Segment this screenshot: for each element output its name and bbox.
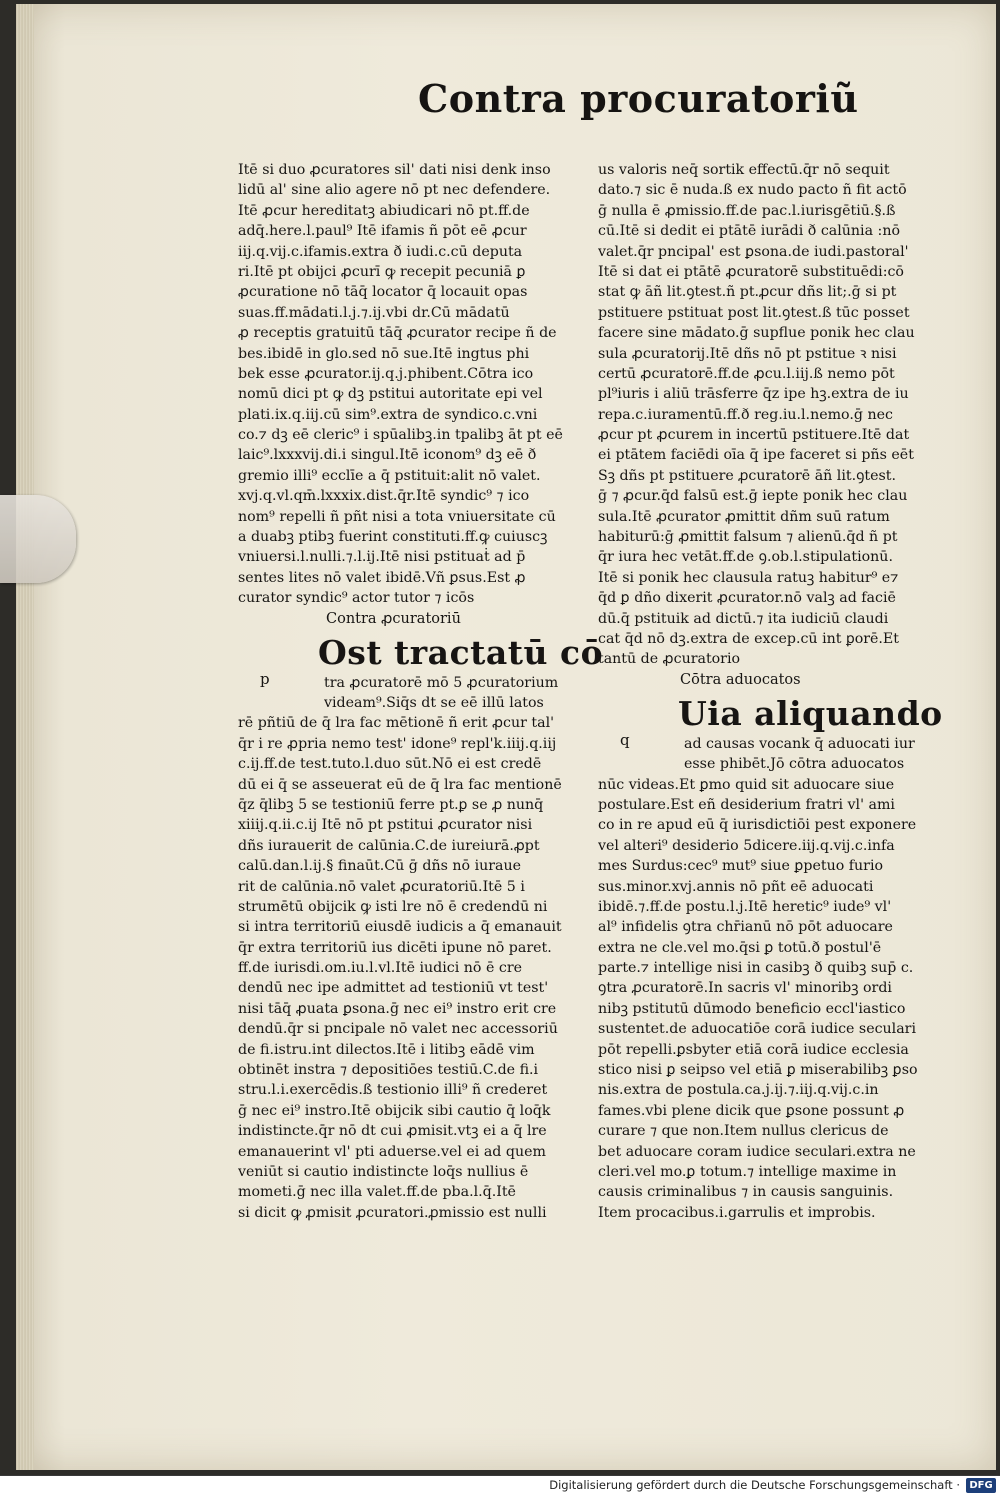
text-line: bes.ibidē in glo.sed nō sue.Itē ingtus phi	[238, 345, 530, 362]
footer-credit: Digitalisierung gefördert durch die Deutsche Forschungsgemeinschaft ·	[549, 1478, 960, 1492]
text-line: q̄d ꝑ dño dixerit ꝓcurator.nō valꝫ ad faciē	[598, 590, 896, 607]
text-line: ḡ ⁊ ꝓcur.q̄d falsū est.ḡ iepte ponik hec clau	[598, 488, 908, 505]
text-line: ff.de iurisdi.om.iu.l.vl.Itē iudici nō ē cre	[238, 960, 522, 977]
text-line: Item procacibus.i.garrulis et improbis.	[598, 1204, 876, 1221]
text-line: dendū nec ipe admittet ad testioniū vt test'	[238, 980, 549, 997]
text-line: q̄r i re ꝓpria nemo test' idone⁹ repl'k.iiij.q.iij	[238, 735, 557, 752]
text-line: valet.q̄r pncipal' est ꝑsona.de iudi.pastoral'	[598, 243, 909, 260]
left-column	[238, 160, 604, 1223]
text-line: mes Surdus:cec⁹ mut⁹ siue ꝑpetuo furio	[598, 858, 884, 875]
text-line: Itē si ponik hec clausula ratuꝫ habitur⁹ e⁊	[598, 569, 899, 586]
text-line: nūc videas.Et ꝑmo quid sit aduocare siue	[598, 776, 895, 793]
text-line: facere sine mādato.ḡ supflue ponik hec clau	[598, 325, 915, 342]
text-line: mometi.ḡ nec illa valet.ff.de pba.l.q̄.Itē	[238, 1184, 516, 1201]
text-line: Itē si duo ꝓcuratores sil' dati nisi denk inso	[238, 162, 551, 178]
text-line: c.ij.ff.de test.tuto.l.duo sūt.Nō ei est credē	[238, 756, 542, 773]
paper-clip	[0, 495, 76, 583]
right-initial-title: Uia aliquando	[678, 693, 943, 733]
text-line: bek esse ꝓcurator.ij.q.j.phibent.Cōtra ico	[238, 365, 534, 382]
text-line: ꝓcur pt ꝓcurem in incertū pstituere.Itē dat	[598, 427, 910, 444]
text-line: ri.Itē pt obijci ꝓcurī ꝙ recepit pecuniā ꝑ	[238, 263, 526, 280]
text-line: xvj.q.vl.qm̄.lxxxix.dist.q̄r.Itē syndic⁹ ⁊ ico	[238, 488, 530, 505]
text-line: q̄r iura hec vetāt.ff.de ꝯ.ob.l.stipulationū.	[598, 549, 893, 566]
text-line: dū ei q̄ se asseuerat eū de q̄ lra fac mentionē	[238, 776, 562, 793]
text-line: emanauerint vl' pti aduerse.vel ei ad quem	[238, 1143, 546, 1160]
text-line: xiiij.q.ii.c.ij Itē nō pt pstitui ꝓcurator nisi	[238, 817, 533, 834]
text-line: sula ꝓcuratorij.Itē dñs nō pt pstitue ꝛ nisi	[598, 345, 897, 362]
text-line: certū ꝓcuratorē.ff.de ꝓcu.l.iij.ß nemo pōt	[598, 365, 895, 382]
text-line: dato.⁊ sic ē nuda.ß ex nudo pacto ñ fit actō	[598, 182, 907, 199]
text-line: Itē si dat ei ptātē ꝓcuratorē substituēdi:cō	[598, 263, 904, 280]
text-line: cleri.vel mo.ꝑ totum.⁊ intellige maxime in	[598, 1163, 897, 1180]
text-line: sustentet.de aduocatiōe corā iudice seculari	[598, 1021, 916, 1038]
text-line: bet aduocare coram iudice seculari.extra ne	[598, 1143, 916, 1160]
text-line: sentes lites nō valet ibidē.Vñ ꝑsus.Est ꝓ	[238, 569, 526, 586]
left-section-heading: Contra ꝓcuratoriū	[326, 610, 461, 627]
text-line: repa.c.iuramentū.ff.ð reg.iu.l.nemo.ḡ nec	[598, 406, 893, 423]
left-initial-title: Ost tractatū cō	[318, 632, 604, 672]
text-line: ibidē.⁊.ff.de postu.l.j.Itē heretic⁹ iude⁹ vl'	[598, 898, 892, 915]
text-line: calū.dan.l.ij.§ finaūt.Cū ḡ dñs nō iuraue	[238, 858, 522, 875]
text-line: indistincte.q̄r nō dt cui ꝓmisit.vtꝫ ei a q̄ lre	[238, 1123, 547, 1140]
text-line: Itē ꝓcur hereditatꝫ abiudicari nō pt.ff.de	[238, 202, 530, 219]
right-initial-block	[598, 692, 943, 756]
text-line: co.⁊ dꝫ eē cleric⁹ i spūalibꝫ.in tpalibꝫ āt pt eē	[238, 427, 563, 444]
text-line: ꝓ receptis gratuitū tāq̄ ꝓcurator recipe ñ de	[238, 325, 557, 342]
left-initial-block	[238, 631, 604, 695]
text-line: si dicit ꝙ ꝓmisit ꝓcuratori.ꝓmissio est nulli	[238, 1204, 547, 1221]
page-stack-edge	[16, 4, 34, 1470]
text-line: sula.Itē ꝓcurator ꝓmittit dñm suū ratum	[598, 508, 890, 525]
text-line: ḡ nulla ē ꝓmissio.ff.de pac.l.iurisgētiū.§.ß	[598, 202, 896, 219]
text-line: videam⁹.Siq̄s dt se eē illū latos	[324, 694, 544, 711]
text-line: causis criminalibus ⁊ in causis sanguinis.	[598, 1184, 894, 1201]
text-line: plati.ix.q.iij.cū sim⁹.extra de syndico.c.vni	[238, 406, 538, 423]
text-line: pōt repelli.ꝑsbyter etiā corā iudice ecclesia	[598, 1041, 909, 1058]
text-line: nomū dici pt ꝙ dꝫ pstitui autoritate epi vel	[238, 386, 543, 403]
dfg-logo: DFG	[966, 1478, 996, 1493]
left-guide-letter: p	[260, 669, 270, 688]
right-section-heading: Cōtra aduocatos	[680, 671, 801, 688]
text-line: curator syndic⁹ actor tutor ⁊ icōs	[238, 590, 475, 607]
text-line: suas.ff.mādati.l.j.⁊.ij.vbi dr.Cū mādatū	[238, 304, 510, 321]
text-line: a duabꝫ ptibꝫ fuerint constituti.ff.ꝙ cuiuscꝫ	[238, 529, 548, 546]
text-line: q̄z q̄libꝫ 5 se testioniū ferre pt.ꝑ se ꝓ nunq̄	[238, 796, 544, 813]
running-head: Contra procuratoriũ	[418, 76, 859, 121]
text-line: adq̄.here.l.paul⁹ Itē ifamis ñ pōt eē ꝓcur	[238, 223, 527, 240]
text-line: pl⁹iuris i aliū trāsferre q̄z ipe hꝫ.extra de iu	[598, 386, 909, 403]
text-line: tra ꝓcuratorē mō 5 ꝓcuratorium	[324, 674, 559, 691]
text-line: lidū al' sine alio agere nō pt nec defendere.	[238, 182, 551, 199]
text-line: ꝓcuratione nō tāq̄ locator q̄ locauit opas	[238, 284, 528, 301]
text-line: nom⁹ repelli ñ pñt nisi a tota vniuersitate cū	[238, 508, 556, 525]
text-line: habiturū:ḡ ꝓmittit falsum ⁊ alienū.q̄d ñ pt	[598, 529, 898, 546]
text-line: laic⁹.lxxxvij.di.i singul.Itē iconom⁹ dꝫ eē ð	[238, 447, 537, 464]
text-line: ad causas vocank q̄ aduocati iur	[684, 735, 915, 752]
text-line: co in re apud eū q̄ iurisdictiōi pest exponere	[598, 817, 917, 834]
text-line: obtinēt instra ⁊ depositiōes testiū.C.de fi.i	[238, 1062, 539, 1079]
text-line: nisi tāq̄ ꝓuata ꝑsona.ḡ nec ei⁹ instro erit cre	[238, 1000, 557, 1017]
text-line: vniuersi.l.nulli.⁊.l.ij.Itē nisi pstituaṫ ad p̄	[238, 549, 526, 566]
text-line: ei ptātem faciēdi oīa q̄ ipe faceret si pñs eēt	[598, 447, 914, 464]
text-line: sus.minor.xvj.annis nō pñt eē aduocati	[598, 878, 874, 895]
left-text-continued	[238, 713, 578, 1223]
text-line: ꝯtra ꝓcuratorē.In sacris vl' minoribꝫ ordi	[598, 980, 892, 997]
right-text-block	[598, 160, 938, 670]
text-line: cat q̄d nō dꝫ.extra de excep.cū int ꝑorē.Et	[598, 630, 899, 647]
text-line: us valoris neq̄ sortik effectū.q̄r nō sequit	[598, 162, 890, 178]
text-line: rit de calūnia.nō valet ꝓcuratoriū.Itē 5 i	[238, 878, 525, 895]
text-line: stru.l.i.exercēdis.ß testionio illi⁹ ñ crederet	[238, 1082, 548, 1099]
text-line: extra ne cle.vel mo.q̄si ꝑ totū.ð postul'ē	[598, 939, 882, 956]
text-line: ḡ nec ei⁹ instro.Itē obijcik sibi cautio q̄ loq̄k	[238, 1102, 551, 1119]
right-text-continued	[598, 775, 938, 1224]
text-line: si intra territoriū eiusdē iudicis a q̄ emanauit	[238, 919, 562, 936]
text-line: curare ⁊ que non.Item nullus clericus de	[598, 1123, 889, 1140]
text-line: fames.vbi plene dicik que ꝑsone possunt ꝓ	[598, 1102, 905, 1119]
text-line: iij.q.vij.c.ifamis.extra ð iudi.c.cū deputa	[238, 243, 523, 260]
text-line: Sꝫ dñs pt pstituere ꝓcuratorē āñ lit.ꝯtest.	[598, 467, 896, 484]
right-column	[598, 160, 943, 1223]
text-line: stat ꝙ āñ lit.ꝯtest.ñ pt.ꝓcur dñs lit;.ḡ si pt	[598, 284, 897, 301]
text-line: al⁹ infidelis ꝯtra chr̄ianū nō pōt aduocare	[598, 919, 893, 936]
text-line: nibꝫ pstitutū dūmodo beneficio eccl'iastico	[598, 1000, 906, 1017]
text-line: postulare.Est eñ desiderium fratri vl' ami	[598, 796, 895, 813]
text-line: stico nisi ꝑ seipso vel etiā ꝑ miserabilibꝫ ꝑso	[598, 1062, 918, 1079]
text-line: dū.q̄ pstituik ad dictū.⁊ ita iudiciū claudi	[598, 610, 889, 627]
text-line: vel alteri⁹ desiderio 5dicere.iij.q.vij.c.infa	[598, 837, 895, 854]
text-line: dñs iurauerit de calūnia.C.de iureiurā.ꝓpt	[238, 837, 540, 854]
text-line: q̄r extra territoriū ius dicēti ipune nō paret.	[238, 939, 552, 956]
footer-bar	[0, 1476, 1000, 1496]
text-line: pstituere pstituat post lit.ꝯtest.ß tūc posset	[598, 304, 910, 321]
text-line: veniūt si cautio indistincte loq̄s nullius ē	[238, 1163, 529, 1180]
text-line: cū.Itē si dedit ei ptātē iurādi ð calūnia :nō	[598, 223, 901, 240]
text-line: strumētū obijcik ꝙ isti lre nō ē credendū ni	[238, 898, 548, 915]
text-line: gremio illi⁹ ecclīe a q̄ pstituit:alit nō valet.	[238, 467, 541, 484]
text-line: dendū.q̄r si pncipale nō valet nec accessoriū	[238, 1021, 558, 1038]
text-line: parte.⁊ intellige nisi in casibꝫ ð quibꝫ sup̄ c.	[598, 960, 914, 977]
text-line: de fi.istru.int dilectos.Itē i litibꝫ eādē vim	[238, 1041, 535, 1058]
text-line: esse phibēt.Jō cōtra aduocatos	[684, 756, 905, 773]
text-line: nis.extra de postula.ca.j.ij.⁊.iij.q.vij.c.in	[598, 1082, 879, 1099]
right-guide-letter: q	[620, 730, 630, 749]
text-line: tantū de ꝓcuratorio	[598, 651, 741, 668]
left-text-block	[238, 160, 578, 609]
text-line: rē pñtiū de q̄ lra fac mētionē ñ erit ꝓcur tal'	[238, 715, 555, 732]
